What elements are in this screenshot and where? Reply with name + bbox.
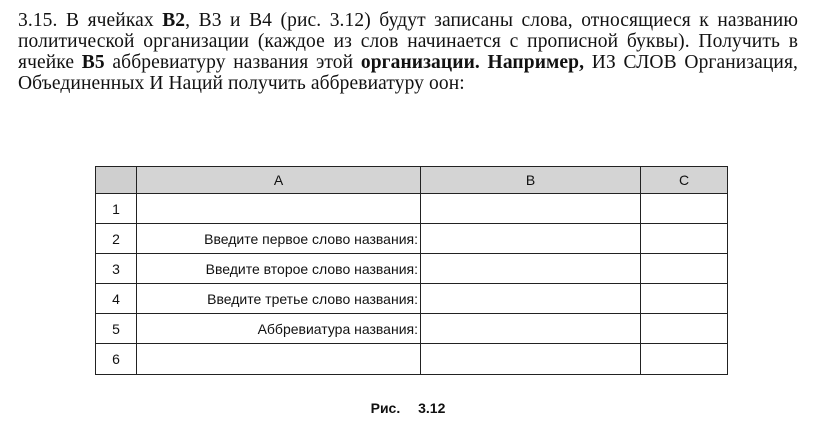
problem-number: 3.15. <box>18 10 58 31</box>
cell-b4 <box>421 284 641 314</box>
problem-statement <box>18 10 798 94</box>
cell-a3: Введите второе слово названия: <box>137 254 421 284</box>
cell-ref-b2: B2 <box>162 10 186 31</box>
sheet-row <box>96 314 728 344</box>
text-segment: В ячейках <box>57 10 163 31</box>
cell-b1 <box>421 194 641 224</box>
sheet-row <box>96 254 728 284</box>
cell-c6 <box>641 344 728 375</box>
cell-a2: Введите первое слово названия: <box>137 224 421 254</box>
column-header-b: B <box>421 167 641 194</box>
row-header: 6 <box>96 344 137 375</box>
sheet-row <box>96 224 728 254</box>
cell-a1 <box>137 194 421 224</box>
text-segment: ИЗ СЛОВ Организация, Объединенных И Наций получить аббревиатуру оон: <box>18 52 799 94</box>
row-header: 1 <box>96 194 137 224</box>
problem-text <box>18 10 798 94</box>
row-header: 3 <box>96 254 137 284</box>
cell-a4: Введите третье слово названия: <box>137 284 421 314</box>
sheet-row <box>96 344 728 375</box>
cell-c4 <box>641 284 728 314</box>
row-header: 5 <box>96 314 137 344</box>
sheet-row <box>96 194 728 224</box>
cell-b5 <box>421 314 641 344</box>
sheet-row <box>96 284 728 314</box>
corner-cell <box>96 167 137 194</box>
row-header: 4 <box>96 284 137 314</box>
figure-caption: Рис. 3.12 <box>370 400 446 416</box>
cell-ref-b5: В5 <box>81 52 105 73</box>
bold-phrase: организации. Например, <box>360 52 585 73</box>
column-header-c: C <box>641 167 728 194</box>
cell-b3 <box>421 254 641 284</box>
cell-c2 <box>641 224 728 254</box>
cell-a6 <box>137 344 421 375</box>
cell-a5: Аббревиатура названия: <box>137 314 421 344</box>
cell-c1 <box>641 194 728 224</box>
cell-c3 <box>641 254 728 284</box>
row-header: 2 <box>96 224 137 254</box>
text-segment: , В3 и В4 (рис. 3.12) будут записаны слова, относящиеся к названию политической организации (каждое из слов начинается с прописной буквы). Получить в ячейке <box>18 10 799 73</box>
cell-c5 <box>641 314 728 344</box>
column-header-row <box>96 167 728 194</box>
column-header-a: A <box>137 167 421 194</box>
text-segment: аббревиатуру названия этой <box>104 52 361 73</box>
cell-b6 <box>421 344 641 375</box>
spreadsheet-figure <box>95 166 728 375</box>
cell-b2 <box>421 224 641 254</box>
